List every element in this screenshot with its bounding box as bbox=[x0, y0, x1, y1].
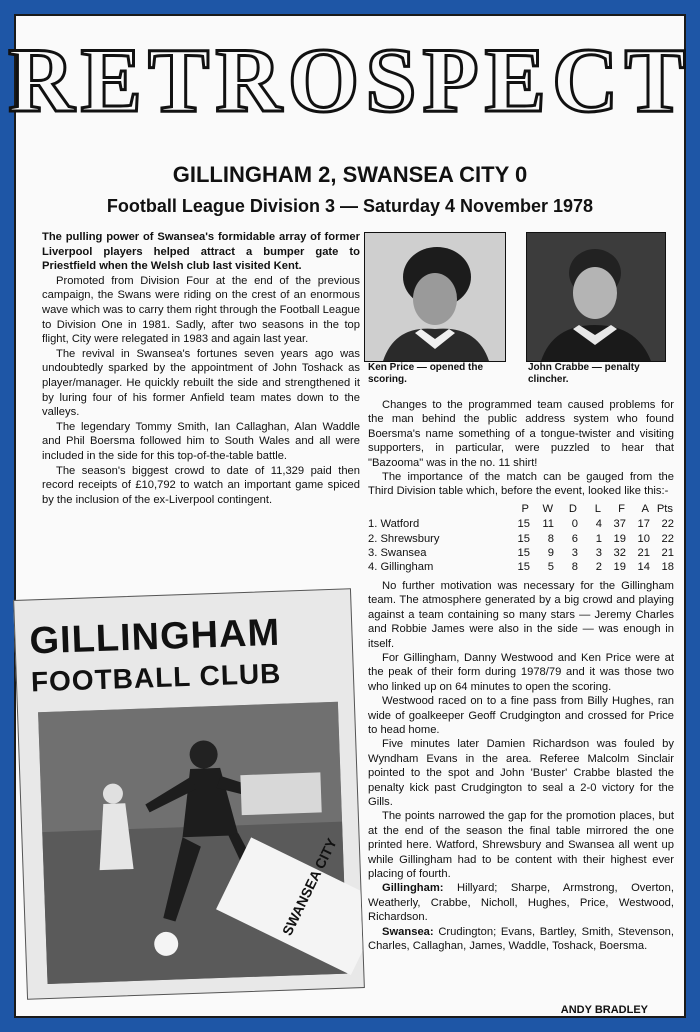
programme-band-text: SWANSEA CITY bbox=[278, 835, 340, 938]
lead-paragraph: The pulling power of Swansea's formidable array of former Liverpool players helped attract a bumper gate to Priestfield when the Welsh club last visited Kent. bbox=[42, 231, 360, 273]
cell: 0 bbox=[571, 518, 578, 531]
table-row bbox=[368, 517, 674, 531]
cell: 9 bbox=[547, 547, 554, 560]
ken-price-photo bbox=[364, 232, 506, 362]
masthead bbox=[8, 29, 692, 131]
paragraph: Changes to the programmed team caused problems for the man behind the public address system who found Boersma's name something of a tongue-twister and visiting supporters, in particular, were puzzled to hear that "Bazooma" was in the no. 11 shirt! bbox=[368, 399, 674, 469]
cell: 8 bbox=[571, 561, 578, 574]
cell: 4 bbox=[595, 518, 602, 531]
cell: 21 bbox=[661, 547, 674, 560]
team-cell: 2. Shrewsbury bbox=[368, 532, 440, 545]
john-crabbe-caption: John Crabbe — penalty clincher. bbox=[528, 362, 640, 385]
cell: 19 bbox=[613, 561, 626, 574]
gillingham-lineup bbox=[368, 881, 674, 924]
gillingham-team: Hillyard; Sharpe, Armstrong, Overton, Weatherly, Crabbe, Nicholl, Hughes, Price, Westwood, Richardson. bbox=[368, 882, 674, 924]
john-crabbe-photo bbox=[526, 232, 666, 362]
cell: 17 bbox=[637, 518, 650, 531]
col-header: D bbox=[568, 502, 577, 515]
cell: 15 bbox=[517, 518, 530, 531]
paragraph: No further motivation was necessary for the Gillingham team. The atmosphere generated by a big crowd and playing against a team containing so many stars — Jeremy Charles and Robbie James were also in the side — was enough in itself. bbox=[368, 579, 674, 650]
left-column bbox=[42, 230, 360, 507]
cell: 15 bbox=[517, 561, 530, 574]
table-row bbox=[368, 532, 674, 546]
col-header: A bbox=[641, 502, 649, 515]
gillingham-label: Gillingham: bbox=[382, 882, 444, 895]
team-cell: 3. Swansea bbox=[368, 547, 427, 560]
col-header: F bbox=[618, 502, 625, 515]
col-header: W bbox=[542, 502, 553, 515]
cell: 2 bbox=[595, 561, 602, 574]
cell: 10 bbox=[637, 532, 650, 545]
league-table-header bbox=[368, 501, 674, 517]
article-page bbox=[8, 14, 692, 1018]
cell: 22 bbox=[661, 532, 674, 545]
paragraph: The season's biggest crowd to date of 11,329 paid then record receipts of £10,792 to watch an important game spiced by the inclusion of the ex-Liverpool contingent. bbox=[42, 464, 360, 506]
cell: 22 bbox=[661, 518, 674, 531]
programme-title: GILLINGHAM bbox=[28, 611, 281, 663]
programme-cover bbox=[13, 588, 365, 1000]
cell: 37 bbox=[613, 518, 626, 531]
cell: 1 bbox=[595, 532, 602, 545]
masthead-title: RETROSPECT bbox=[8, 29, 692, 131]
col-header: Pts bbox=[656, 502, 673, 515]
team-cell: 4. Gillingham bbox=[368, 561, 434, 574]
cell: 5 bbox=[547, 561, 554, 574]
table-row bbox=[368, 546, 674, 560]
table-row bbox=[368, 560, 674, 574]
paragraph: The points narrowed the gap for the promotion places, but at the end of the season the final table mirrored the one printed here. Watford, Shrewsbury and Swansea all went up while Gillingham had to be content with their highest ever placing of fourth. bbox=[368, 810, 674, 880]
paragraph: Westwood raced on to a fine pass from Billy Hughes, ran wide of goalkeeper Geoff Crudgington and crossed for Price to head home. bbox=[368, 695, 674, 736]
cell: 15 bbox=[517, 547, 530, 560]
cell: 14 bbox=[637, 561, 650, 574]
swansea-label: Swansea: bbox=[382, 925, 434, 938]
col-header: P bbox=[521, 502, 529, 515]
right-column bbox=[368, 398, 674, 953]
team-cell: 1. Watford bbox=[368, 518, 420, 531]
league-table bbox=[368, 501, 674, 575]
cell: 18 bbox=[661, 561, 674, 574]
cell: 32 bbox=[613, 547, 626, 560]
ken-price-caption: Ken Price — opened the scoring. bbox=[368, 362, 484, 385]
cell: 3 bbox=[595, 547, 602, 560]
programme-subtitle: FOOTBALL CLUB bbox=[30, 657, 282, 698]
subhead: Football League Division 3 — Saturday 4 November 1978 bbox=[106, 196, 594, 216]
cell: 15 bbox=[517, 532, 530, 545]
headline: GILLINGHAM 2, SWANSEA CITY 0 bbox=[172, 162, 528, 187]
cell: 6 bbox=[571, 532, 578, 545]
byline: ANDY BRADLEY bbox=[560, 1004, 648, 1016]
cell: 21 bbox=[637, 547, 650, 560]
cell: 3 bbox=[571, 547, 578, 560]
paragraph: The importance of the match can be gauged from the Third Division table which, before the event, looked like this:- bbox=[368, 471, 674, 498]
swansea-team: Crudington; Evans, Bartley, Smith, Stevenson, Charles, Callaghan, James, Waddle, Toshack, Boersma. bbox=[368, 925, 675, 953]
paragraph: The revival in Swansea's fortunes seven years ago was undoubtedly sparked by the appointment of John Toshack as player/manager. He quickly rebuilt the side and strengthened it by luring four of his former Anfield team mates down to the valleys. bbox=[42, 347, 360, 419]
paragraph: Five minutes later Damien Richardson was fouled by Wyndham Evans in the area. Referee Malcolm Sinclair pointed to the spot and John 'Buster' Crabbe blasted the penalty kick past Crudgington to seal a 2-0 victory for the Gills. bbox=[368, 738, 674, 808]
paragraph: For Gillingham, Danny Westwood and Ken Price were at the peak of their form during 1978/79 and it was those two who linked up on 64 minutes to open the scoring. bbox=[368, 651, 674, 693]
cell: 8 bbox=[547, 532, 554, 545]
cell: 19 bbox=[613, 532, 626, 545]
paragraph: Promoted from Division Four at the end of the previous campaign, the Swans were riding on the crest of an enormous wave which was to carry them right through the Football League to Division One in 1981. Sadly, after two seasons in the top flight, City were relegated in 1983 and again last year. bbox=[42, 274, 360, 346]
col-header: L bbox=[594, 502, 601, 515]
paragraph: The legendary Tommy Smith, Ian Callaghan, Alan Waddle and Phil Boersma followed him to South Wales and all were included in the side for this top-of-the-table battle. bbox=[42, 420, 360, 462]
swansea-lineup bbox=[368, 925, 674, 954]
cell: 11 bbox=[542, 518, 554, 531]
